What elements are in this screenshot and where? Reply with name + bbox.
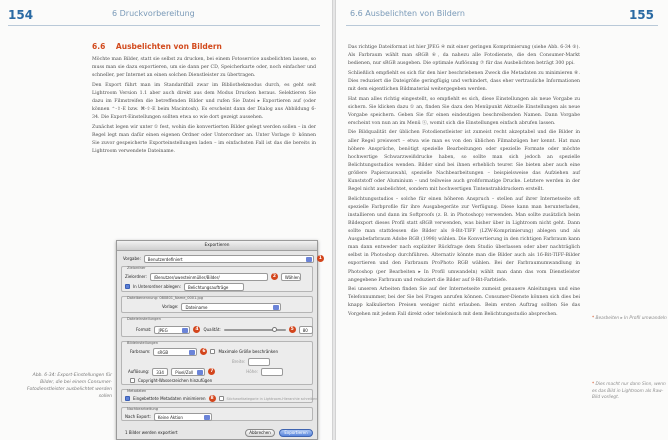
paragraph: Möchte man Bilder, statt sie selbst zu drucken, bei einem Fotoservice ausbelichten lassen, so muss man sie dazu exportieren, um sie dann per CD, Speicherkarte oder, noch einfacher und schneller, per Internet an einen solchen Dienstleister zu übertragen.	[92, 57, 316, 79]
fit-checkbox[interactable]	[210, 349, 215, 354]
copyright-checkbox[interactable]	[130, 378, 135, 383]
chevron-down-icon	[182, 328, 188, 333]
export-button[interactable]: Exportieren	[279, 429, 313, 437]
group-title: Nachbearbeitung	[127, 407, 159, 411]
copyright-label: Copyright-Wasserzeichen hinzufügen	[138, 378, 213, 383]
marker-icon: 7	[210, 369, 214, 374]
destination-group	[121, 266, 313, 292]
export-dialog	[116, 240, 322, 440]
chevron-down-icon	[189, 350, 195, 355]
margin-note	[592, 316, 668, 323]
header-rule	[346, 25, 658, 26]
running-head: 6 Druckvorbereitung	[112, 9, 195, 18]
quality-slider[interactable]	[224, 327, 286, 333]
paragraph: Belichtungsstudios – solche für einen höheren Anspruch – stellen auf ihrer Internetseite oft spezielle Farbprofile für ihre Ausgabegeräte zur Verfügung. Diese kann man herunterladen, installieren und dann im Softproofs (z. B. in Photoshop) verwenden. Man sollte zusätzlich beim Bildexport dieses Profil statt sRGB verwenden, was bisher über in Lightroom nicht geht. Dann sollte man stattdessen die Bilder als 8-Bit-TIFF (LZW-Komprimierung) ablegen und als Ausgabefarbraum Adobe RGB (1998) wählen. Die Konvertierung in den richtigen Farbraum kann man dann entweder nach expliziter Rückfrage dem Studio überlassen oder aber nachträglich selbst in Photoshop durchführen. Alternativ könnte man die Bilder auch als 16-Bit-TIFF-Bilder exportieren und den Farbraum ProPhoto RGB wählen. Bei der Farbraumumwandlung in Photoshop (per Bearbeiten ▸ In Profil umwandeln) wählt man dann das vom Dienstleister angegebene Farbraum und reduziert die Bilder auf 8-Bit-Farbtiefe.	[348, 196, 580, 283]
file-settings-group	[121, 317, 313, 337]
export-count-label: 1 Bilder werden exportiert	[125, 430, 178, 435]
preset-label: Vorgabe:	[123, 256, 141, 261]
paragraph: Hat man alles richtig eingestellt, so empfiehlt es sich, diese Einstellungen als neue Vorgabe zu sichern. Sie klicken dazu ① an, finden Sie dazu den Menüpunkt Aktuelle Einstellungen als neue Vorgabe speichern. Geben Sie für einen eindeutigen beschreibenden Namen. Dann Vorgabe erscheint von nun an im Menü ⓐ, womit sich die Einstellungen einfach abrufen lassen.	[348, 96, 580, 126]
naming-group	[121, 296, 313, 313]
marker-icon: 4	[195, 327, 199, 332]
height-input[interactable]	[261, 368, 283, 376]
paragraph: Das richtige Dateiformat ist hier JPEG ④ mit einer geringen Komprimierung (siehe Abb. 6-34 ⑤). Als Farbraum wählt man sRGB ⑥, da nahezu alle Fotodienste, die den Consumer-Markt bedienen, nur sRGB ausgeben. Die optimale Auflösung ⑦ für das Ausbelichten beträgt 300 ppi.	[348, 45, 580, 67]
after-export-value: Keine Aktion	[157, 414, 183, 420]
destination-row	[125, 272, 301, 281]
resolution-unit: Pixel/Zoll	[175, 369, 194, 375]
format-label: Format:	[136, 327, 152, 332]
resolution-label: Auflösung:	[128, 369, 150, 374]
chevron-down-icon	[306, 257, 312, 262]
cancel-button[interactable]: Abbrechen	[245, 429, 275, 437]
preset-select[interactable]	[144, 255, 314, 263]
group-title: Metadaten	[127, 389, 147, 393]
left-page-header	[0, 0, 332, 28]
image-settings-group	[121, 341, 313, 385]
left-page	[0, 0, 332, 440]
template-value: Dateiname	[185, 304, 208, 310]
subfolder-row	[125, 282, 244, 291]
figure-caption: Abb. 6-34: Export-Einstellungen für Bilder, die bei einem Consumer-Fotodienstleister ausbelichtet werden sollen	[26, 373, 112, 399]
margin-footnote-text: Dies macht nur dann Sinn, wenn es das Bild in Lightroom als Raw-Bild vorliegt.	[592, 382, 666, 400]
page-number: 155	[628, 8, 654, 22]
minimize-metadata-checkbox[interactable]	[125, 396, 130, 401]
group-title: Dateieinstellungen	[127, 317, 161, 321]
marker-icon: 2	[272, 274, 276, 279]
marker-icon: 8	[210, 396, 214, 401]
marker-icon: 6	[202, 349, 206, 354]
colorspace-row	[130, 347, 278, 356]
chevron-down-icon	[197, 370, 203, 375]
section-number: 6.6	[92, 42, 106, 51]
dialog-title: Exportieren	[117, 241, 317, 251]
section-heading	[92, 42, 222, 51]
margin-footnote	[592, 382, 668, 402]
right-page	[336, 0, 668, 440]
chevron-down-icon	[204, 415, 210, 420]
paragraph: Zunächst legen wir unter ① fest, wohin die konvertierten Bilder gelegt werden sollen – in der Regel legt man dafür einen eigenen Ordner oder Unterordner an. Unter Vorlage ② können Sie zuvor gespeicherte Exporteinstellungen laden – im einfachsten Fall ist das die bereits in Lightroom verwendete Dateiname.	[92, 124, 316, 155]
format-value: JPEG	[158, 327, 168, 333]
copyright-row	[130, 376, 212, 385]
width-input[interactable]	[248, 358, 270, 366]
section-title: Ausbelichten von Bildern	[115, 42, 222, 51]
colorspace-value: sRGB	[157, 349, 169, 355]
marker-icon: 1	[318, 256, 322, 261]
fit-label: Maximale Größe beschränken	[218, 349, 278, 354]
choose-button[interactable]: Wählen	[281, 273, 301, 281]
right-body-text	[348, 44, 580, 320]
template-label: Vorlage:	[162, 304, 179, 309]
metadata-group	[121, 389, 318, 403]
preset-row	[123, 254, 324, 263]
paragraph: Bei unseren Arbeiten finden Sie auf der Internetseite zumeist genauere Anleitungen und eine Telefonnummer, bei der Sie bei Fragen anrufen können. Consumer-Dienste können sich dies bei knapp kalkulierten Preisen weniger nicht erlauben. Beim ersten Auftrag sollten Sie das Vorgehen mit jedem Fall direkt oder telefonisch mit dem Belichtungsstudio absprechen.	[348, 287, 580, 317]
group-title: Bildeinstellungen	[127, 341, 159, 345]
keyword-checkbox[interactable]	[219, 396, 224, 401]
slider-knob[interactable]	[272, 327, 277, 332]
after-export-label: Nach Export:	[125, 414, 151, 419]
page-number: 154	[8, 8, 34, 22]
chevron-down-icon	[273, 305, 279, 310]
width-label: Breite:	[232, 359, 246, 364]
paragraph: Die Bildqualität der üblichen Fotodienstleister ist zumeist recht akzeptabel und die Bilder in aller Regel preiswert – etwa wie man es von den üblichen Filmabzügen her kennt. Hat man höhere Ansprüche, benötigt spezielle Bearbeitungen oder spezielle Formate oder möchte hochwertige Schwarzweißdrucke haben, so sollte man sich jedoch an spezielle Belichtungsstudios wenden. Bilder sind bei ihnen erheblich teurer. Sie bieten aber auch eine größere Papierauswahl, spezielle Nachbearbeitungen – beispielsweise das Aufziehen auf Kunststoff oder Aluminium – und teilweise auch großformatige Drucke. Letztere werden in der Regel nicht ausbelichtet, sondern mit hochwertigen Tintenstrahldruckern erstellt.	[348, 130, 580, 193]
format-row	[136, 325, 313, 334]
destination-path: /Benutzer/uwesteinmüller/Bilder/	[150, 273, 268, 281]
paragraph: Den Export führt man im Standardfall zwar im Bibliothekmodus durch, es geht seit Lightroom Version 1.1 aber auch direkt aus dem Modus Drucken heraus. Selektieren Sie dazu im Filmstreifen die betreffenden Bilder und rufen Sie Datei ▸ Exportieren auf (oder können ⌃-⇧-E bzw. ⌘-⇧-E beim Macintosh). Es erscheint dann der Dialog aus Abbildung 6-34. Die Export-Einstellungen sollten etwa so wie dort gezeigt aussehen.	[92, 82, 316, 121]
colorspace-select[interactable]	[153, 348, 197, 356]
note-marker: *	[592, 382, 595, 387]
postprocess-row	[125, 412, 212, 421]
resolution-row	[128, 367, 283, 376]
quality-label: Qualität:	[203, 327, 221, 332]
export-count	[125, 428, 178, 437]
header-rule	[8, 25, 320, 26]
resolution-input[interactable]: 334	[152, 368, 168, 376]
paragraph: Schließlich empfiehlt es sich für den hier beschriebenen Zweck die Metadaten zu minimieren ⑧. Dies reduziert die Dateigröße geringfügig und verhindert, dass eher vertrauliche Informationen mit dem eigentlichen Bildmaterial weitergegeben werden.	[348, 70, 580, 92]
marker-icon: 5	[290, 327, 294, 332]
quality-value[interactable]: 80	[299, 326, 313, 334]
resolution-unit-select[interactable]	[171, 368, 205, 376]
template-select[interactable]	[181, 303, 281, 311]
keyword-label: Stichwortkategorie in Lightroom-Hierarchie schreiben	[226, 396, 318, 401]
subfolder-checkbox[interactable]	[125, 284, 130, 289]
postprocessing-group	[121, 407, 313, 421]
width-row	[232, 357, 270, 366]
format-select[interactable]	[154, 326, 190, 334]
running-head: 6.6 Ausbelichten von Bildern	[350, 9, 465, 18]
left-body-text	[92, 56, 316, 158]
destination-label: Zielordner:	[125, 274, 147, 279]
colorspace-label: Farbraum:	[130, 349, 151, 354]
subfolder-label: In Unterordner ablegen:	[133, 284, 181, 289]
group-title: Zielordner	[127, 266, 146, 270]
preset-value: Benutzerdefiniert	[147, 256, 183, 262]
minimize-metadata-label: Eingebettete Metadaten minimieren	[133, 396, 206, 401]
height-label: Höhe:	[246, 369, 259, 374]
group-title: Dateibenennung: 080801_Name_0001.jpg	[127, 296, 204, 300]
template-row	[162, 302, 281, 311]
margin-note-text: Bearbeiten ▸ In Profil umwandeln	[595, 316, 667, 321]
subfolder-input[interactable]: Belichtungsaufträge	[184, 283, 244, 291]
right-page-header	[336, 0, 668, 28]
note-marker: *	[592, 316, 595, 321]
after-export-select[interactable]	[154, 413, 212, 421]
metadata-row	[125, 394, 317, 403]
